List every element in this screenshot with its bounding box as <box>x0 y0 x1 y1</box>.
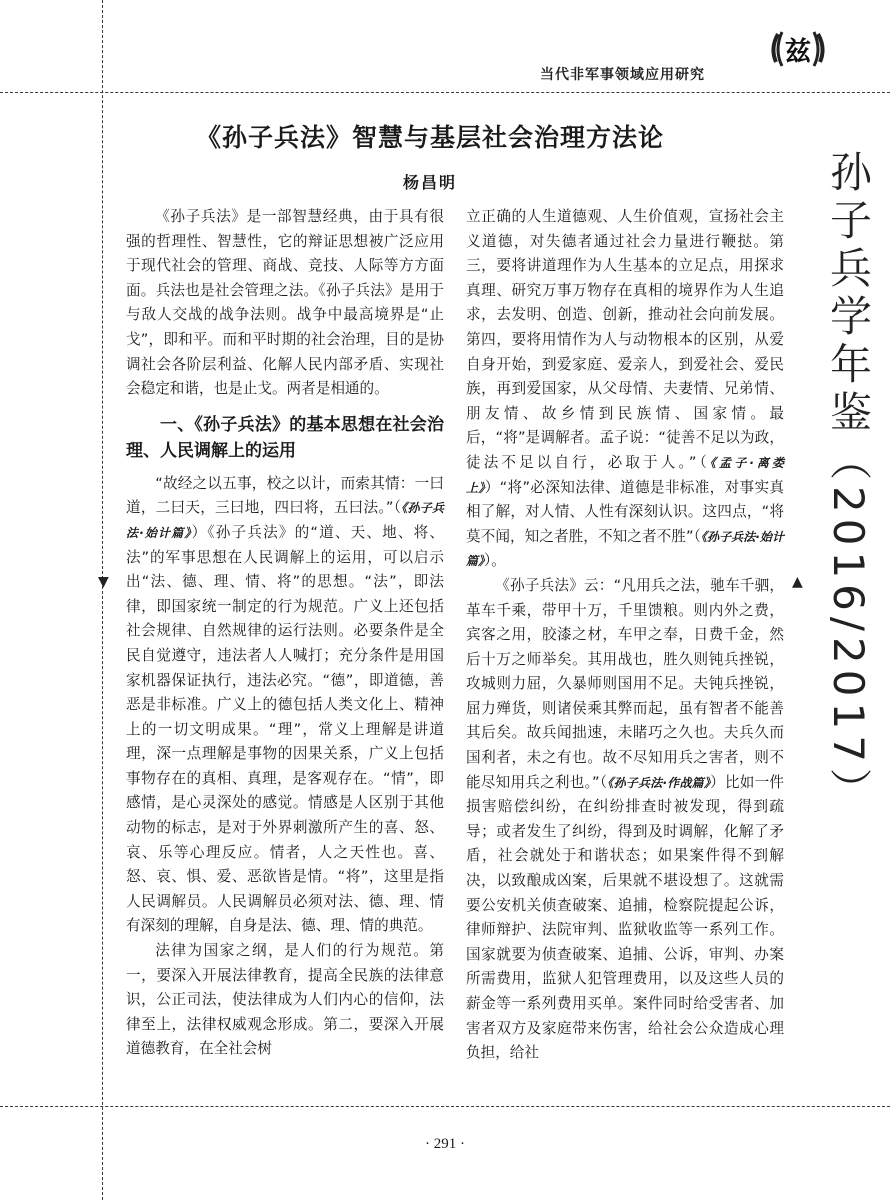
paragraph-text: ）比如一件损害赔偿纠纷，在纠纷排查时被发现，得到疏导；或者发生了纠纷，得到及时调解，化解了矛盾，社会就处于和谐状态；如果案件得不到解决，以致酿成凶案，后果就不堪设想了。这就需要公安机关侦查破案、追捕，检察院提起公诉，律师辩护、法院审判、监狱收监等一系列工作。国家就要为侦查破案、追捕、公诉，审判、办案所需费用，监狱人犯管理费用，以及这些人员的薪金等一系列费用买单。案件同时给受害者、加害者双方及家庭带来伤害，给社会公众造成心理负担，给社 <box>466 773 784 1062</box>
citation: 《孙子兵法·始计篇》 <box>126 501 444 540</box>
continued-paragraph <box>466 205 784 574</box>
page-number: · 291 · <box>425 1136 465 1152</box>
law-paragraph: 法律为国家之纲，是人们的行为规范。第一，要深入开展法律教育，提高全民族的法律意识，公正司法，使法律成为人们内心的信仰，法律至上，法律权威观念形成。第二，要深入开展道德教育，在全社会树 <box>126 942 444 1058</box>
top-cut-line <box>0 92 890 93</box>
citation: 《孟子·离娄上》 <box>466 455 785 495</box>
right-margin-arrow-icon: ▲ <box>792 574 803 590</box>
paragraph-text: “故经之以五事，校之以计，而索其情：一曰道，二曰天，三曰地，四曰将，五曰法。”（ <box>126 474 444 517</box>
paragraph-text: ）《孙子兵法》的“道、天、地、将、法”的军事思想在人民调解上的运用，可以启示出“法、德、理、情、将”的思想。“法”，即法律，即国家统一制定的行为规范。广义上还包括社会规律、自然规律的运行法则。必要条件是全民自觉遵守，违法者人人喊打；充分条件是用国家机器保证执行，违法必究。“德”，即道德，善恶是非标准。广义上的德包括人类文化上、精神上的一切文明成果。“理”，常义上理解是讲道理，深一点理解是事物的因果关系，广义上包括事物存在的真相、真理，是客观存在。“情”，即感情，是心灵深处的感觉。情感是人区别于其他动物的标志，是对于外界刺激所产生的喜、怒、哀、乐等心理反应。情者，人之天性也。喜、怒、哀、惧、爱、恶欲皆是情。“将”，这里是指人民调解员。人民调解员必须对法、德、理、情有深刻的理解，自身是法、德、理、情的典范。 <box>126 523 444 935</box>
left-cut-line <box>102 0 103 1200</box>
logo-glyph: 兹 <box>784 37 812 67</box>
five-factors-paragraph <box>126 472 444 939</box>
citation: 《孙子兵法·作战篇》 <box>607 775 711 790</box>
section-heading: 一、《孙子兵法》的基本思想在社会治理、人民调解上的运用 <box>126 414 444 461</box>
paragraph-text: 立正确的人生道德观、人生价值观，宣扬社会主义道德，对失德者通过社会力量进行鞭挞。第三，要将讲道理作为人生基本的立足点，用探求真理、研究万事万物存在真相的境界作为人生追求，去发明、创造、创新，推动社会向前发展。第四，要将用情作为人与动物根本的区别，从爱自身开始，到爱家庭、爱亲人，到爱社会、爱民族，再到爱国家，从父母情、夫妻情、兄弟情、朋友情、故乡情到民族情、国家情。最后，“将”是调解者。孟子说：“徒善不足以为政，徒法不足以自行，必取于人。”（ <box>466 208 784 471</box>
article-title: 《孙子兵法》智慧与基层社会治理方法论 <box>195 123 664 152</box>
journal-section-header: 当代非军事领域应用研究 <box>540 67 705 83</box>
paragraph-text: 《孙子兵法》云：“凡用兵之法，驰车千驷，革车千乘，带甲十万，千里馈粮。则内外之费，宾客之用，胶漆之材，车甲之奉，日费千金，然后十万之师举矣。其用战也，胜久则钝兵挫锐，攻城则力屈，久暴师则国用不足。夫钝兵挫锐，屈力殚货，则诸侯乘其弊而起，虽有智者不能善其后矣。故兵闻拙速，未睹巧之久也。夫兵久而国利者，未之有也。故不尽知用兵之害者，则不能尽知用兵之利也。”（ <box>466 576 784 791</box>
paragraph-text: ）。 <box>484 552 506 570</box>
article-author: 杨昌明 <box>402 173 457 192</box>
intro-paragraph: 《孙子兵法》是一部智慧经典，由于具有很强的哲理性、智慧性，它的辩证思想被广泛应用于现代社会的管理、商战、竞技、人际等方方面面。兵法也是社会管理之法。《孙子兵法》是用于与敌人交战的战争法则。战争中最高境界是“止戈”，即和平。而和平时期的社会治理，目的是协调社会各阶层利益、化解人民内部矛盾、实现社会稳定和谐，也是止戈。两者是相通的。 <box>126 208 444 398</box>
citation: 《孙子兵法·始计篇》 <box>466 529 785 569</box>
yearbook-side-title: 孙子兵学年鉴（2016/2017） <box>824 150 873 816</box>
warfare-cost-paragraph <box>466 574 784 1066</box>
yearbook-logo-icon <box>768 22 828 76</box>
bottom-cut-line <box>0 1106 890 1107</box>
paragraph-text: ）“将”必深知法律、道德是非标准，对事实真相了解，对人情、人性有深刻认识。这四点，“将莫不闻，知之者胜，不知之者不胜”（ <box>466 478 784 545</box>
right-column <box>466 205 784 1066</box>
left-margin-arrow-icon: ▼ <box>98 574 109 590</box>
left-column <box>126 205 444 1062</box>
